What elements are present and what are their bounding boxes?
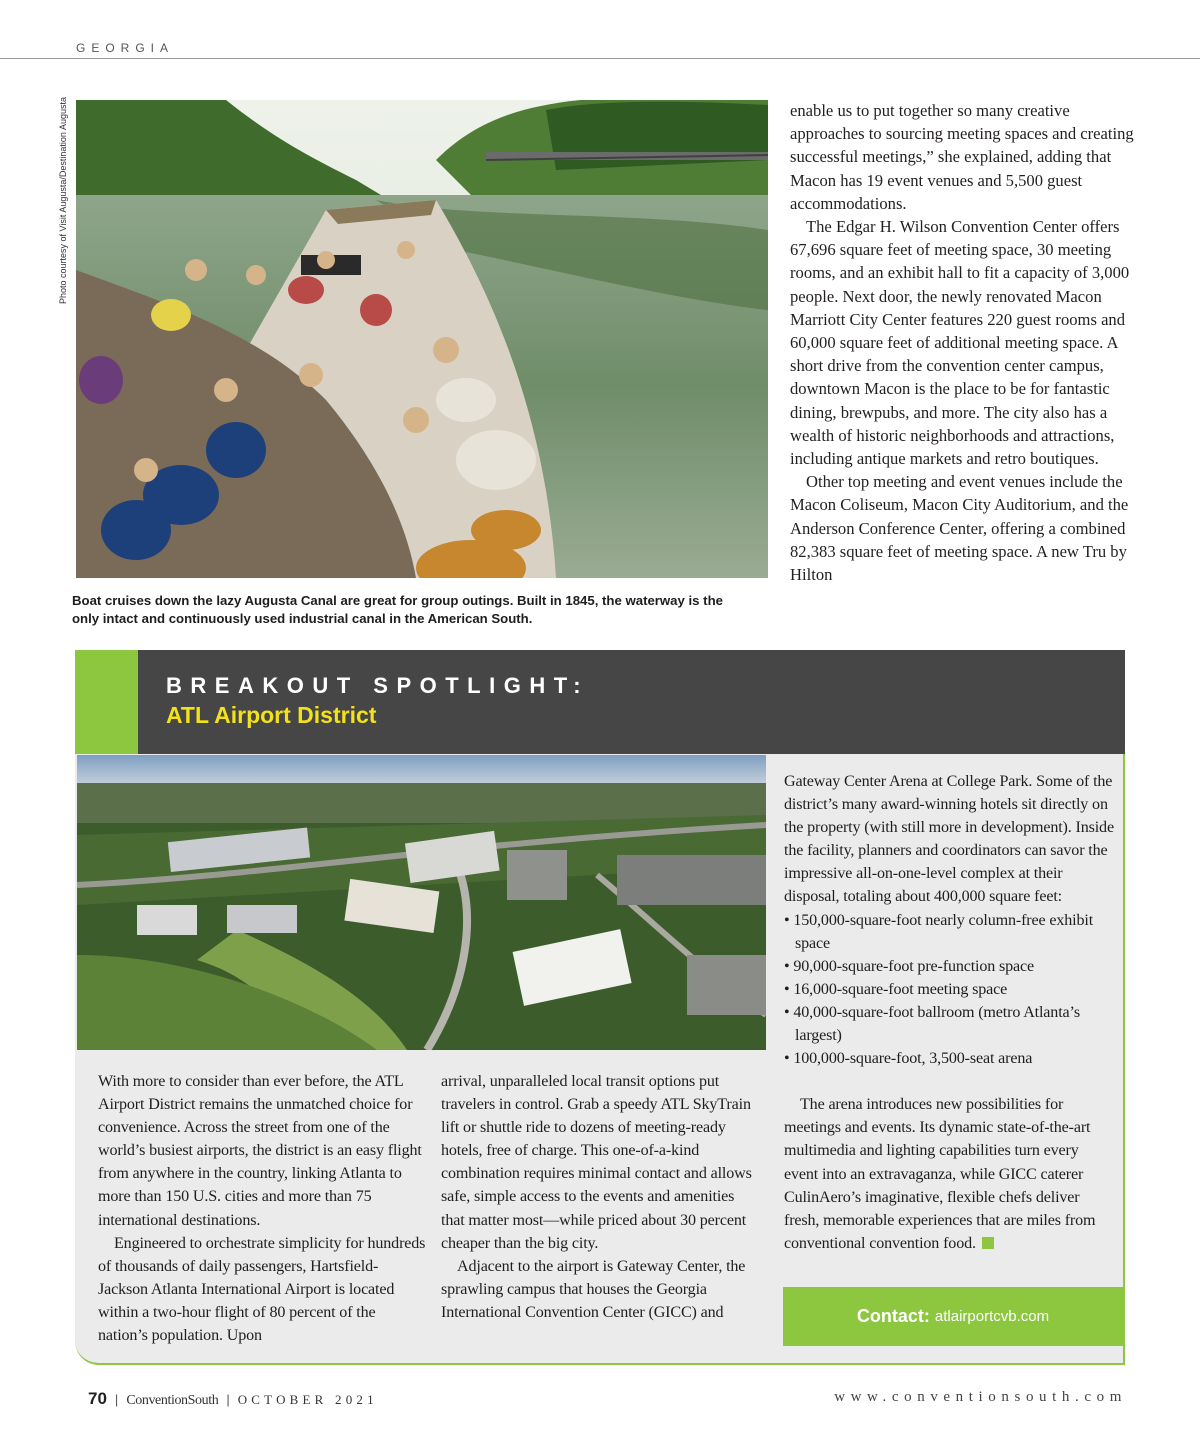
page-number: 70 [88,1389,107,1408]
issue-date: OCTOBER 2021 [237,1392,378,1407]
spotlight-paragraph: Engineered to orchestrate simplicity for hundreds of thousands of daily passengers, Hartsfield-Jackson Atlanta International Airport is located within a two-hour flight of 80 percent of the nation’s population. Upon [98,1234,426,1345]
contact-link[interactable]: atlairportcvb.com [934,1308,1050,1325]
article-paragraph: The Edgar H. Wilson Convention Center offers 67,696 square feet of meeting space, 30 meeting rooms, and an exhibit hall to fit a capacity of 3,000 people. Next door, the newly renovated Macon Marriott City Center features 220 guest rooms and 60,000 square feet of additional meeting space. A short drive from the convention center campus, downtown Macon is the place to be for fantastic dining, brewpubs, and more. The city also has a wealth of historic neighborhoods and attractions, including antique markets and retro boutiques. [790,217,1130,469]
spotlight-paragraph: arrival, unparalleled local transit options put travelers in control. Grab a speedy ATL SkyTrain lift or shuttle ride to dozens of meeting-ready hotels, free of charge. This one-of-a-kind combination requires minimal contact and allows safe, simple access to the events and amenities that matter most—while priced about 30 percent cheaper than the big city. [441,1073,752,1252]
list-item: • 16,000-square-foot meeting space [784,980,1008,998]
spotlight-column-3 [784,770,1114,1255]
footer-separator: | [114,1392,119,1407]
list-item: • 40,000-square-foot ballroom (metro Atlanta’s largest) [784,1003,1080,1045]
closing-text: The arena introduces new possibilities for meetings and events. Its dynamic state-of-the-art multimedia and lighting capabilities turn every event into an extravaganza, while GICC caterer CulinAero’s imaginative, flexible chefs deliver fresh, memorable experiences that are miles from conventional convention food. [784,1096,1096,1252]
magazine-name: ConventionSouth [126,1393,219,1408]
spotlight-column-1 [98,1070,426,1347]
spotlight-paragraph [784,1093,1114,1255]
spotlight-paragraph: Adjacent to the airport is Gateway Center, the sprawling campus that houses the Georgia International Convention Center (GICC) and [441,1257,746,1321]
list-item: • 150,000-square-foot nearly column-free exhibit space [784,911,1094,952]
spotlight-accent-bar [75,650,138,754]
end-mark-icon [982,1237,994,1249]
spotlight-title: ATL Airport District [166,702,377,728]
list-item: • 90,000-square-foot pre-function space [784,957,1035,975]
aerial-photo [77,755,766,1050]
section-label: GEORGIA [76,41,175,55]
facility-list [784,909,1114,1071]
spotlight-column-2 [441,1070,761,1324]
spotlight-paragraph: With more to consider than ever before, the ATL Airport District remains the unmatched choice for convenience. Across the street from one of the world’s busiest airports, the district is an easy flight from anywhere in the country, linking Atlanta to more than 150 U.S. cities and more than 75 international destinations. [98,1073,422,1229]
photo-credit: Photo courtesy of Visit Augusta/Destination Augusta [58,97,68,304]
website-link[interactable]: www.conventionsouth.com [834,1389,1127,1405]
photo-caption: Boat cruises down the lazy Augusta Canal are great for group outings. Built in 1845, the waterway is the only intact and continuously used industrial canal in the American South. [72,593,723,626]
contact-label: Contact: [856,1306,930,1326]
article-column [790,99,1135,586]
spotlight-paragraph: Gateway Center Arena at College Park. Some of the district’s many award-winning hotels sit directly on the property (with still more in development). Inside the facility, planners and coordinators can savor the impressive all-on-one-level complex at their disposal, totaling about 400,000 square feet: [784,773,1114,906]
article-paragraph: Other top meeting and event venues include the Macon Coliseum, Macon City Auditorium, and the Anderson Conference Center, offering a combined 82,383 square feet of meeting space. A new Tru by Hilton [790,472,1129,585]
spotlight-kicker: BREAKOUT SPOTLIGHT: [166,673,590,698]
footer-info [88,1389,378,1409]
boat-photo [76,100,768,578]
header-rule [0,58,1200,59]
article-paragraph: enable us to put together so many creative approaches to sourcing meeting spaces and creating successful meetings,” she explained, adding that Macon has 19 event venues and 5,500 guest accommodations. [790,101,1134,213]
contact-bar [783,1287,1123,1346]
footer-separator: | [226,1392,230,1407]
list-item: • 100,000-square-foot, 3,500-seat arena [784,1050,1033,1068]
